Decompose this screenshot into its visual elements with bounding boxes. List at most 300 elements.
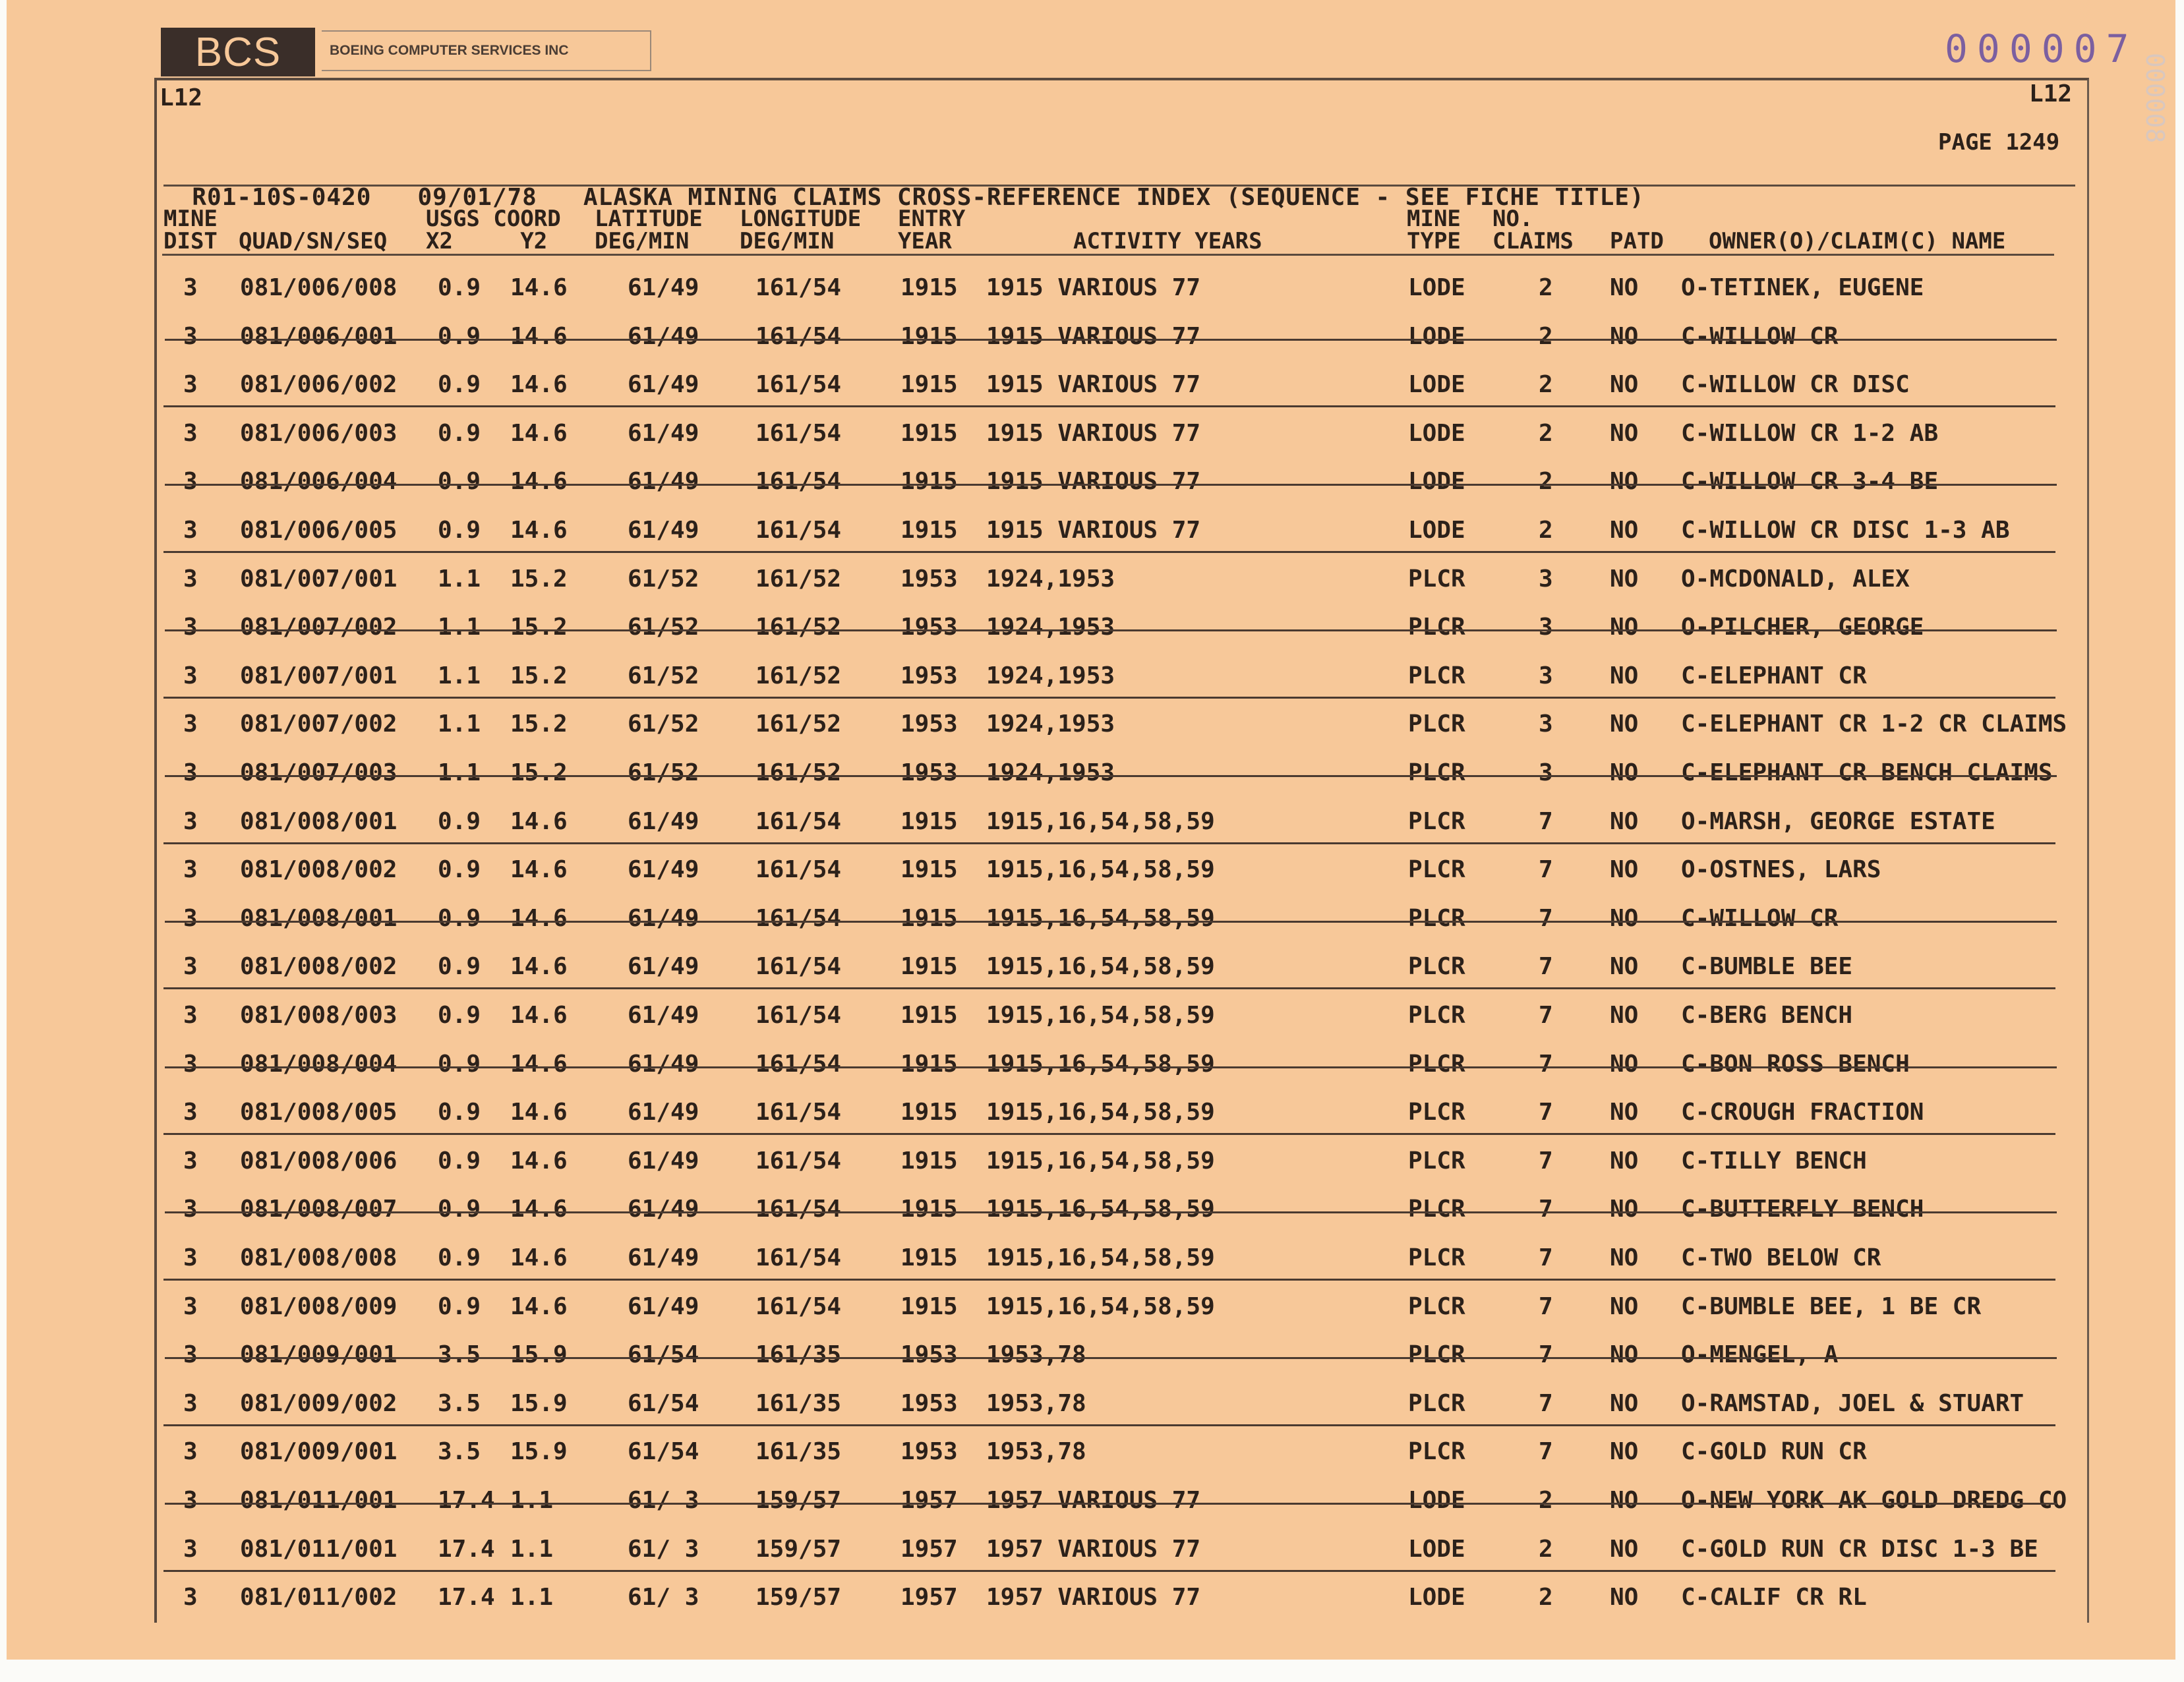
cell-patd: NO: [1610, 1292, 1639, 1320]
strike-through-line: [165, 1066, 2057, 1068]
col-owner-claim: OWNER(O)/CLAIM(C) NAME: [1709, 228, 2006, 254]
cell-longitude: 161/54: [755, 468, 842, 496]
cell-entry-year: 1915: [900, 1050, 958, 1078]
cell-longitude: 161/52: [755, 565, 842, 593]
cell-quad: 081/007/003: [240, 759, 398, 786]
strike-through-line: [165, 629, 2057, 631]
cell-quad: 081/008/005: [240, 1099, 398, 1126]
cell-x2: 0.9: [438, 953, 481, 981]
table-row: [0, 1382, 2184, 1431]
cell-entry-year: 1915: [900, 322, 958, 350]
cell-mine-dist: 3: [183, 710, 198, 738]
cell-mine-dist: 3: [183, 1050, 198, 1078]
col-mine-type: MINE TYPE: [1407, 206, 1461, 254]
cell-mine-dist: 3: [183, 1341, 198, 1369]
cell-activity-years: 1957 VARIOUS 77: [986, 1535, 1201, 1563]
cell-mine-type: PLCR: [1408, 759, 1465, 786]
cell-mine-type: PLCR: [1408, 856, 1465, 884]
cell-x2: 0.9: [438, 1244, 481, 1271]
cell-y2: 14.6: [510, 1099, 568, 1126]
cell-y2: 14.6: [510, 1147, 568, 1174]
cell-patd: NO: [1610, 759, 1639, 786]
report-title: ALASKA MINING CLAIMS CROSS-REFERENCE INDEX (SEQUENCE - SEE FICHE TITLE): [583, 184, 1645, 211]
cell-patd: NO: [1610, 1341, 1639, 1369]
cell-quad: 081/008/007: [240, 1196, 398, 1223]
table-row: [0, 1333, 2184, 1382]
cell-no-claims: 3: [1539, 614, 1553, 641]
cell-no-claims: 2: [1539, 468, 1553, 496]
cell-entry-year: 1953: [900, 1341, 958, 1369]
cell-activity-years: 1957 VARIOUS 77: [986, 1584, 1201, 1611]
cell-mine-dist: 3: [183, 1292, 198, 1320]
cell-owner-claim: O-TETINEK, EUGENE: [1681, 274, 1924, 301]
column-header-rule: [162, 254, 2054, 256]
cell-longitude: 161/54: [755, 1099, 842, 1126]
cell-quad: 081/007/002: [240, 614, 398, 641]
cell-longitude: 161/54: [755, 1244, 842, 1271]
cell-latitude: 61/49: [628, 1244, 699, 1271]
cell-latitude: 61/54: [628, 1389, 699, 1417]
cell-no-claims: 7: [1539, 1292, 1553, 1320]
cell-mine-dist: 3: [183, 322, 198, 350]
cell-entry-year: 1915: [900, 904, 958, 932]
cell-mine-type: PLCR: [1408, 904, 1465, 932]
cell-longitude: 161/52: [755, 662, 842, 689]
cell-x2: 0.9: [438, 1050, 481, 1078]
cell-latitude: 61/54: [628, 1438, 699, 1466]
cell-no-claims: 2: [1539, 419, 1553, 447]
cell-quad: 081/008/001: [240, 904, 398, 932]
cell-no-claims: 7: [1539, 1341, 1553, 1369]
cell-quad: 081/008/003: [240, 1002, 398, 1029]
cell-entry-year: 1953: [900, 1438, 958, 1466]
cell-owner-claim: O-MARSH, GEORGE ESTATE: [1681, 807, 1995, 835]
cell-activity-years: 1915 VARIOUS 77: [986, 419, 1201, 447]
cell-entry-year: 1915: [900, 953, 958, 981]
table-row: [0, 558, 2184, 606]
cell-mine-type: LODE: [1408, 419, 1465, 447]
cell-quad: 081/007/001: [240, 565, 398, 593]
cell-latitude: 61/49: [628, 419, 699, 447]
cell-y2: 15.2: [510, 565, 568, 593]
cell-mine-type: LODE: [1408, 517, 1465, 544]
cell-entry-year: 1953: [900, 662, 958, 689]
cell-latitude: 61/49: [628, 953, 699, 981]
cell-mine-dist: 3: [183, 759, 198, 786]
cell-x2: 1.1: [438, 614, 481, 641]
table-row: [0, 945, 2184, 994]
cell-mine-type: PLCR: [1408, 1147, 1465, 1174]
cell-y2: 14.6: [510, 274, 568, 301]
corner-label-right: L12: [2029, 80, 2073, 107]
cell-quad: 081/006/004: [240, 468, 398, 496]
cell-x2: 0.9: [438, 468, 481, 496]
row-underline: [163, 842, 2055, 844]
table-row: [0, 1236, 2184, 1285]
cell-patd: NO: [1610, 1099, 1639, 1126]
cell-quad: 081/009/002: [240, 1389, 398, 1417]
cell-mine-type: PLCR: [1408, 1050, 1465, 1078]
cell-longitude: 161/52: [755, 759, 842, 786]
col-patd: PATD: [1610, 228, 1664, 254]
cell-owner-claim: C-TWO BELOW CR: [1681, 1244, 1881, 1271]
cell-mine-type: PLCR: [1408, 1196, 1465, 1223]
cell-patd: NO: [1610, 662, 1639, 689]
table-row: [0, 800, 2184, 849]
cell-owner-claim: C-CROUGH FRACTION: [1681, 1099, 1924, 1126]
table-row: [0, 848, 2184, 897]
cell-y2: 14.6: [510, 517, 568, 544]
cell-owner-claim: C-ELEPHANT CR: [1681, 662, 1867, 689]
cell-x2: 0.9: [438, 1099, 481, 1126]
table-row: [0, 1285, 2184, 1334]
cell-mine-dist: 3: [183, 807, 198, 835]
cell-longitude: 161/54: [755, 1002, 842, 1029]
cell-mine-type: PLCR: [1408, 1244, 1465, 1271]
cell-mine-dist: 3: [183, 1535, 198, 1563]
cell-mine-dist: 3: [183, 565, 198, 593]
cell-x2: 0.9: [438, 322, 481, 350]
cell-no-claims: 3: [1539, 662, 1553, 689]
cell-patd: NO: [1610, 614, 1639, 641]
cell-longitude: 161/52: [755, 710, 842, 738]
cell-mine-type: LODE: [1408, 274, 1465, 301]
cell-quad: 081/008/008: [240, 1244, 398, 1271]
table-row: [0, 1140, 2184, 1188]
cell-mine-dist: 3: [183, 468, 198, 496]
cell-latitude: 61/52: [628, 662, 699, 689]
cell-no-claims: 2: [1539, 1487, 1553, 1514]
strike-through-line: [165, 1357, 2057, 1359]
cell-patd: NO: [1610, 807, 1639, 835]
cell-longitude: 161/54: [755, 1147, 842, 1174]
table-row: [0, 994, 2184, 1043]
cell-quad: 081/007/002: [240, 710, 398, 738]
cell-quad: 081/006/008: [240, 274, 398, 301]
col-mine-dist: MINE DIST: [163, 206, 218, 254]
cell-latitude: 61/52: [628, 614, 699, 641]
cell-mine-dist: 3: [183, 1244, 198, 1271]
cell-no-claims: 7: [1539, 1147, 1553, 1174]
report-date: 09/01/78: [417, 184, 537, 211]
cell-y2: 15.2: [510, 710, 568, 738]
cell-y2: 14.6: [510, 419, 568, 447]
cell-longitude: 161/52: [755, 614, 842, 641]
cell-mine-type: PLCR: [1408, 1099, 1465, 1126]
cell-entry-year: 1915: [900, 856, 958, 884]
strike-through-line: [165, 921, 2057, 923]
cell-patd: NO: [1610, 1050, 1639, 1078]
cell-mine-dist: 3: [183, 1389, 198, 1417]
cell-mine-type: PLCR: [1408, 1341, 1465, 1369]
cell-quad: 081/006/001: [240, 322, 398, 350]
cell-activity-years: 1915 VARIOUS 77: [986, 517, 1201, 544]
cell-mine-type: PLCR: [1408, 1292, 1465, 1320]
report-header: [162, 157, 1691, 211]
cell-mine-dist: 3: [183, 953, 198, 981]
cell-y2: 14.6: [510, 1196, 568, 1223]
cell-owner-claim: C-ELEPHANT CR 1-2 CR CLAIMS: [1681, 710, 2067, 738]
cell-mine-type: LODE: [1408, 1535, 1465, 1563]
cell-quad: 081/008/002: [240, 856, 398, 884]
cell-patd: NO: [1610, 1002, 1639, 1029]
cell-owner-claim: O-PILCHER, GEORGE: [1681, 614, 1924, 641]
cell-x2: 0.9: [438, 1196, 481, 1223]
cell-patd: NO: [1610, 856, 1639, 884]
cell-entry-year: 1915: [900, 1147, 958, 1174]
cell-owner-claim: C-GOLD RUN CR DISC 1-3 BE: [1681, 1535, 2038, 1563]
cell-patd: NO: [1610, 710, 1639, 738]
cell-owner-claim: O-OSTNES, LARS: [1681, 856, 1881, 884]
cell-activity-years: 1924,1953: [986, 614, 1115, 641]
cell-y2: 14.6: [510, 322, 568, 350]
cell-patd: NO: [1610, 1535, 1639, 1563]
cell-longitude: 159/57: [755, 1535, 842, 1563]
col-latitude: LATITUDE DEG/MIN: [595, 206, 703, 254]
table-row: [0, 1576, 2184, 1625]
cell-x2: 1.1: [438, 759, 481, 786]
table-row: [0, 363, 2184, 412]
cell-patd: NO: [1610, 274, 1639, 301]
table-row: [0, 654, 2184, 703]
cell-entry-year: 1915: [900, 517, 958, 544]
cell-activity-years: 1915,16,54,58,59: [986, 1050, 1215, 1078]
cell-no-claims: 7: [1539, 1002, 1553, 1029]
cell-activity-years: 1915 VARIOUS 77: [986, 274, 1201, 301]
col-no-claims: NO. CLAIMS: [1492, 206, 1574, 254]
cell-patd: NO: [1610, 517, 1639, 544]
cell-latitude: 61/49: [628, 807, 699, 835]
cell-activity-years: 1915,16,54,58,59: [986, 1002, 1215, 1029]
cell-no-claims: 3: [1539, 710, 1553, 738]
bcs-logo: BCS: [161, 28, 315, 76]
cell-mine-dist: 3: [183, 614, 198, 641]
col-longitude: LONGITUDE DEG/MIN: [740, 206, 862, 254]
cell-y2: 15.9: [510, 1389, 568, 1417]
table-row: [0, 751, 2184, 800]
cell-latitude: 61/49: [628, 274, 699, 301]
cell-activity-years: 1924,1953: [986, 565, 1115, 593]
cell-latitude: 61/52: [628, 710, 699, 738]
row-underline: [163, 405, 2055, 407]
cell-patd: NO: [1610, 1244, 1639, 1271]
cell-quad: 081/009/001: [240, 1341, 398, 1369]
corner-label-left: L12: [160, 84, 203, 111]
col-quad: QUAD/SN/SEQ: [239, 228, 388, 254]
cell-mine-type: LODE: [1408, 371, 1465, 399]
cell-y2: 14.6: [510, 371, 568, 399]
cell-longitude: 161/35: [755, 1341, 842, 1369]
cell-no-claims: 7: [1539, 1196, 1553, 1223]
cell-mine-dist: 3: [183, 1147, 198, 1174]
cell-latitude: 61/49: [628, 1292, 699, 1320]
cell-mine-type: LODE: [1408, 1584, 1465, 1611]
cell-quad: 081/008/009: [240, 1292, 398, 1320]
cell-no-claims: 3: [1539, 759, 1553, 786]
cell-y2: 15.2: [510, 662, 568, 689]
col-entry-year: ENTRY YEAR: [898, 206, 966, 254]
cell-activity-years: 1957 VARIOUS 77: [986, 1487, 1201, 1514]
cell-quad: 081/008/002: [240, 953, 398, 981]
cell-mine-type: LODE: [1408, 468, 1465, 496]
cell-latitude: 61/49: [628, 856, 699, 884]
cell-owner-claim: O-NEW YORK AK GOLD DREDG CO: [1681, 1487, 2067, 1514]
cell-entry-year: 1915: [900, 1244, 958, 1271]
cell-owner-claim: C-WILLOW CR: [1681, 322, 1839, 350]
cell-patd: NO: [1610, 953, 1639, 981]
cell-x2: 0.9: [438, 274, 481, 301]
cell-entry-year: 1915: [900, 274, 958, 301]
cell-x2: 0.9: [438, 371, 481, 399]
cell-x2: 1.1: [438, 565, 481, 593]
table-row: [0, 509, 2184, 558]
cell-owner-claim: C-WILLOW CR 1-2 AB: [1681, 419, 1939, 447]
row-underline: [163, 1133, 2055, 1135]
row-underline: [163, 1570, 2055, 1572]
cell-quad: 081/008/006: [240, 1147, 398, 1174]
cell-longitude: 161/54: [755, 322, 842, 350]
cell-latitude: 61/ 3: [628, 1584, 699, 1611]
cell-activity-years: 1924,1953: [986, 662, 1115, 689]
cell-x2: 17.4: [438, 1487, 495, 1514]
cell-mine-dist: 3: [183, 1487, 198, 1514]
row-underline: [163, 551, 2055, 553]
cell-y2: 1.1: [510, 1487, 554, 1514]
cell-mine-dist: 3: [183, 371, 198, 399]
cell-quad: 081/006/002: [240, 371, 398, 399]
cell-activity-years: 1915,16,54,58,59: [986, 1292, 1215, 1320]
cell-entry-year: 1915: [900, 1292, 958, 1320]
row-underline: [163, 1424, 2055, 1426]
cell-mine-dist: 3: [183, 904, 198, 932]
cell-mine-dist: 3: [183, 274, 198, 301]
cell-no-claims: 2: [1539, 322, 1553, 350]
cell-longitude: 159/57: [755, 1487, 842, 1514]
cell-x2: 0.9: [438, 1002, 481, 1029]
cell-activity-years: 1915,16,54,58,59: [986, 1147, 1215, 1174]
cell-owner-claim: C-WILLOW CR DISC: [1681, 371, 1910, 399]
cell-activity-years: 1915 VARIOUS 77: [986, 371, 1201, 399]
cell-activity-years: 1915,16,54,58,59: [986, 1196, 1215, 1223]
cell-x2: 0.9: [438, 807, 481, 835]
cell-patd: NO: [1610, 468, 1639, 496]
cell-longitude: 159/57: [755, 1584, 842, 1611]
cell-no-claims: 7: [1539, 856, 1553, 884]
cell-quad: 081/008/001: [240, 807, 398, 835]
header-rule: [163, 185, 2075, 187]
cell-owner-claim: C-BUMBLE BEE, 1 BE CR: [1681, 1292, 1982, 1320]
cell-owner-claim: C-WILLOW CR: [1681, 904, 1839, 932]
table-row: [0, 412, 2184, 461]
cell-owner-claim: C-CALIF CR RL: [1681, 1584, 1867, 1611]
cell-latitude: 61/49: [628, 1147, 699, 1174]
cell-quad: 081/009/001: [240, 1438, 398, 1466]
cell-latitude: 61/49: [628, 517, 699, 544]
cell-entry-year: 1915: [900, 1196, 958, 1223]
cell-patd: NO: [1610, 371, 1639, 399]
cell-patd: NO: [1610, 322, 1639, 350]
cell-entry-year: 1915: [900, 468, 958, 496]
cell-entry-year: 1915: [900, 371, 958, 399]
cell-activity-years: 1915,16,54,58,59: [986, 807, 1215, 835]
cell-activity-years: 1915,16,54,58,59: [986, 953, 1215, 981]
cell-mine-type: PLCR: [1408, 565, 1465, 593]
cell-y2: 14.6: [510, 904, 568, 932]
cell-y2: 15.9: [510, 1341, 568, 1369]
cell-y2: 14.6: [510, 468, 568, 496]
cell-owner-claim: C-WILLOW CR DISC 1-3 AB: [1681, 517, 2010, 544]
cell-no-claims: 7: [1539, 953, 1553, 981]
cell-x2: 1.1: [438, 662, 481, 689]
cell-entry-year: 1957: [900, 1535, 958, 1563]
table-row: [0, 1479, 2184, 1528]
cell-no-claims: 3: [1539, 565, 1553, 593]
cell-x2: 17.4: [438, 1535, 495, 1563]
cell-no-claims: 2: [1539, 274, 1553, 301]
cell-no-claims: 7: [1539, 1389, 1553, 1417]
table-row: [0, 1528, 2184, 1577]
table-row: [0, 266, 2184, 315]
cell-longitude: 161/54: [755, 1292, 842, 1320]
cell-mine-type: PLCR: [1408, 662, 1465, 689]
cell-owner-claim: C-GOLD RUN CR: [1681, 1438, 1867, 1466]
cell-x2: 0.9: [438, 419, 481, 447]
cell-owner-claim: O-MENGEL, A: [1681, 1341, 1839, 1369]
cell-quad: 081/006/005: [240, 517, 398, 544]
cell-activity-years: 1915,16,54,58,59: [986, 1244, 1215, 1271]
cell-owner-claim: C-WILLOW CR 3-4 BE: [1681, 468, 1939, 496]
cell-longitude: 161/35: [755, 1389, 842, 1417]
cell-longitude: 161/54: [755, 856, 842, 884]
cell-quad: 081/007/001: [240, 662, 398, 689]
cell-latitude: 61/54: [628, 1341, 699, 1369]
cell-longitude: 161/54: [755, 953, 842, 981]
cell-activity-years: 1953,78: [986, 1389, 1086, 1417]
cell-mine-type: LODE: [1408, 322, 1465, 350]
cell-longitude: 161/54: [755, 371, 842, 399]
cell-owner-claim: C-BUMBLE BEE: [1681, 953, 1853, 981]
cell-longitude: 161/54: [755, 904, 842, 932]
table-row: [0, 1043, 2184, 1091]
cell-patd: NO: [1610, 1147, 1639, 1174]
serial-number: 000007: [1945, 26, 2139, 71]
cell-latitude: 61/52: [628, 759, 699, 786]
cell-entry-year: 1915: [900, 1002, 958, 1029]
cell-mine-dist: 3: [183, 1099, 198, 1126]
cell-longitude: 161/35: [755, 1438, 842, 1466]
cell-latitude: 61/49: [628, 1002, 699, 1029]
cell-mine-dist: 3: [183, 419, 198, 447]
cell-mine-type: PLCR: [1408, 1438, 1465, 1466]
cell-no-claims: 2: [1539, 1584, 1553, 1611]
cell-entry-year: 1957: [900, 1584, 958, 1611]
cell-x2: 1.1: [438, 710, 481, 738]
cell-mine-type: PLCR: [1408, 807, 1465, 835]
cell-entry-year: 1953: [900, 565, 958, 593]
cell-owner-claim: C-BERG BENCH: [1681, 1002, 1853, 1029]
cell-y2: 14.6: [510, 1002, 568, 1029]
cell-no-claims: 2: [1539, 1535, 1553, 1563]
cell-patd: NO: [1610, 1584, 1639, 1611]
cell-activity-years: 1953,78: [986, 1438, 1086, 1466]
cell-longitude: 161/54: [755, 807, 842, 835]
cell-no-claims: 7: [1539, 904, 1553, 932]
col-usgs-coord: USGS COORD X2 Y2: [426, 206, 561, 254]
cell-mine-dist: 3: [183, 662, 198, 689]
table-row: [0, 606, 2184, 654]
cell-entry-year: 1915: [900, 1099, 958, 1126]
cell-entry-year: 1953: [900, 1389, 958, 1417]
